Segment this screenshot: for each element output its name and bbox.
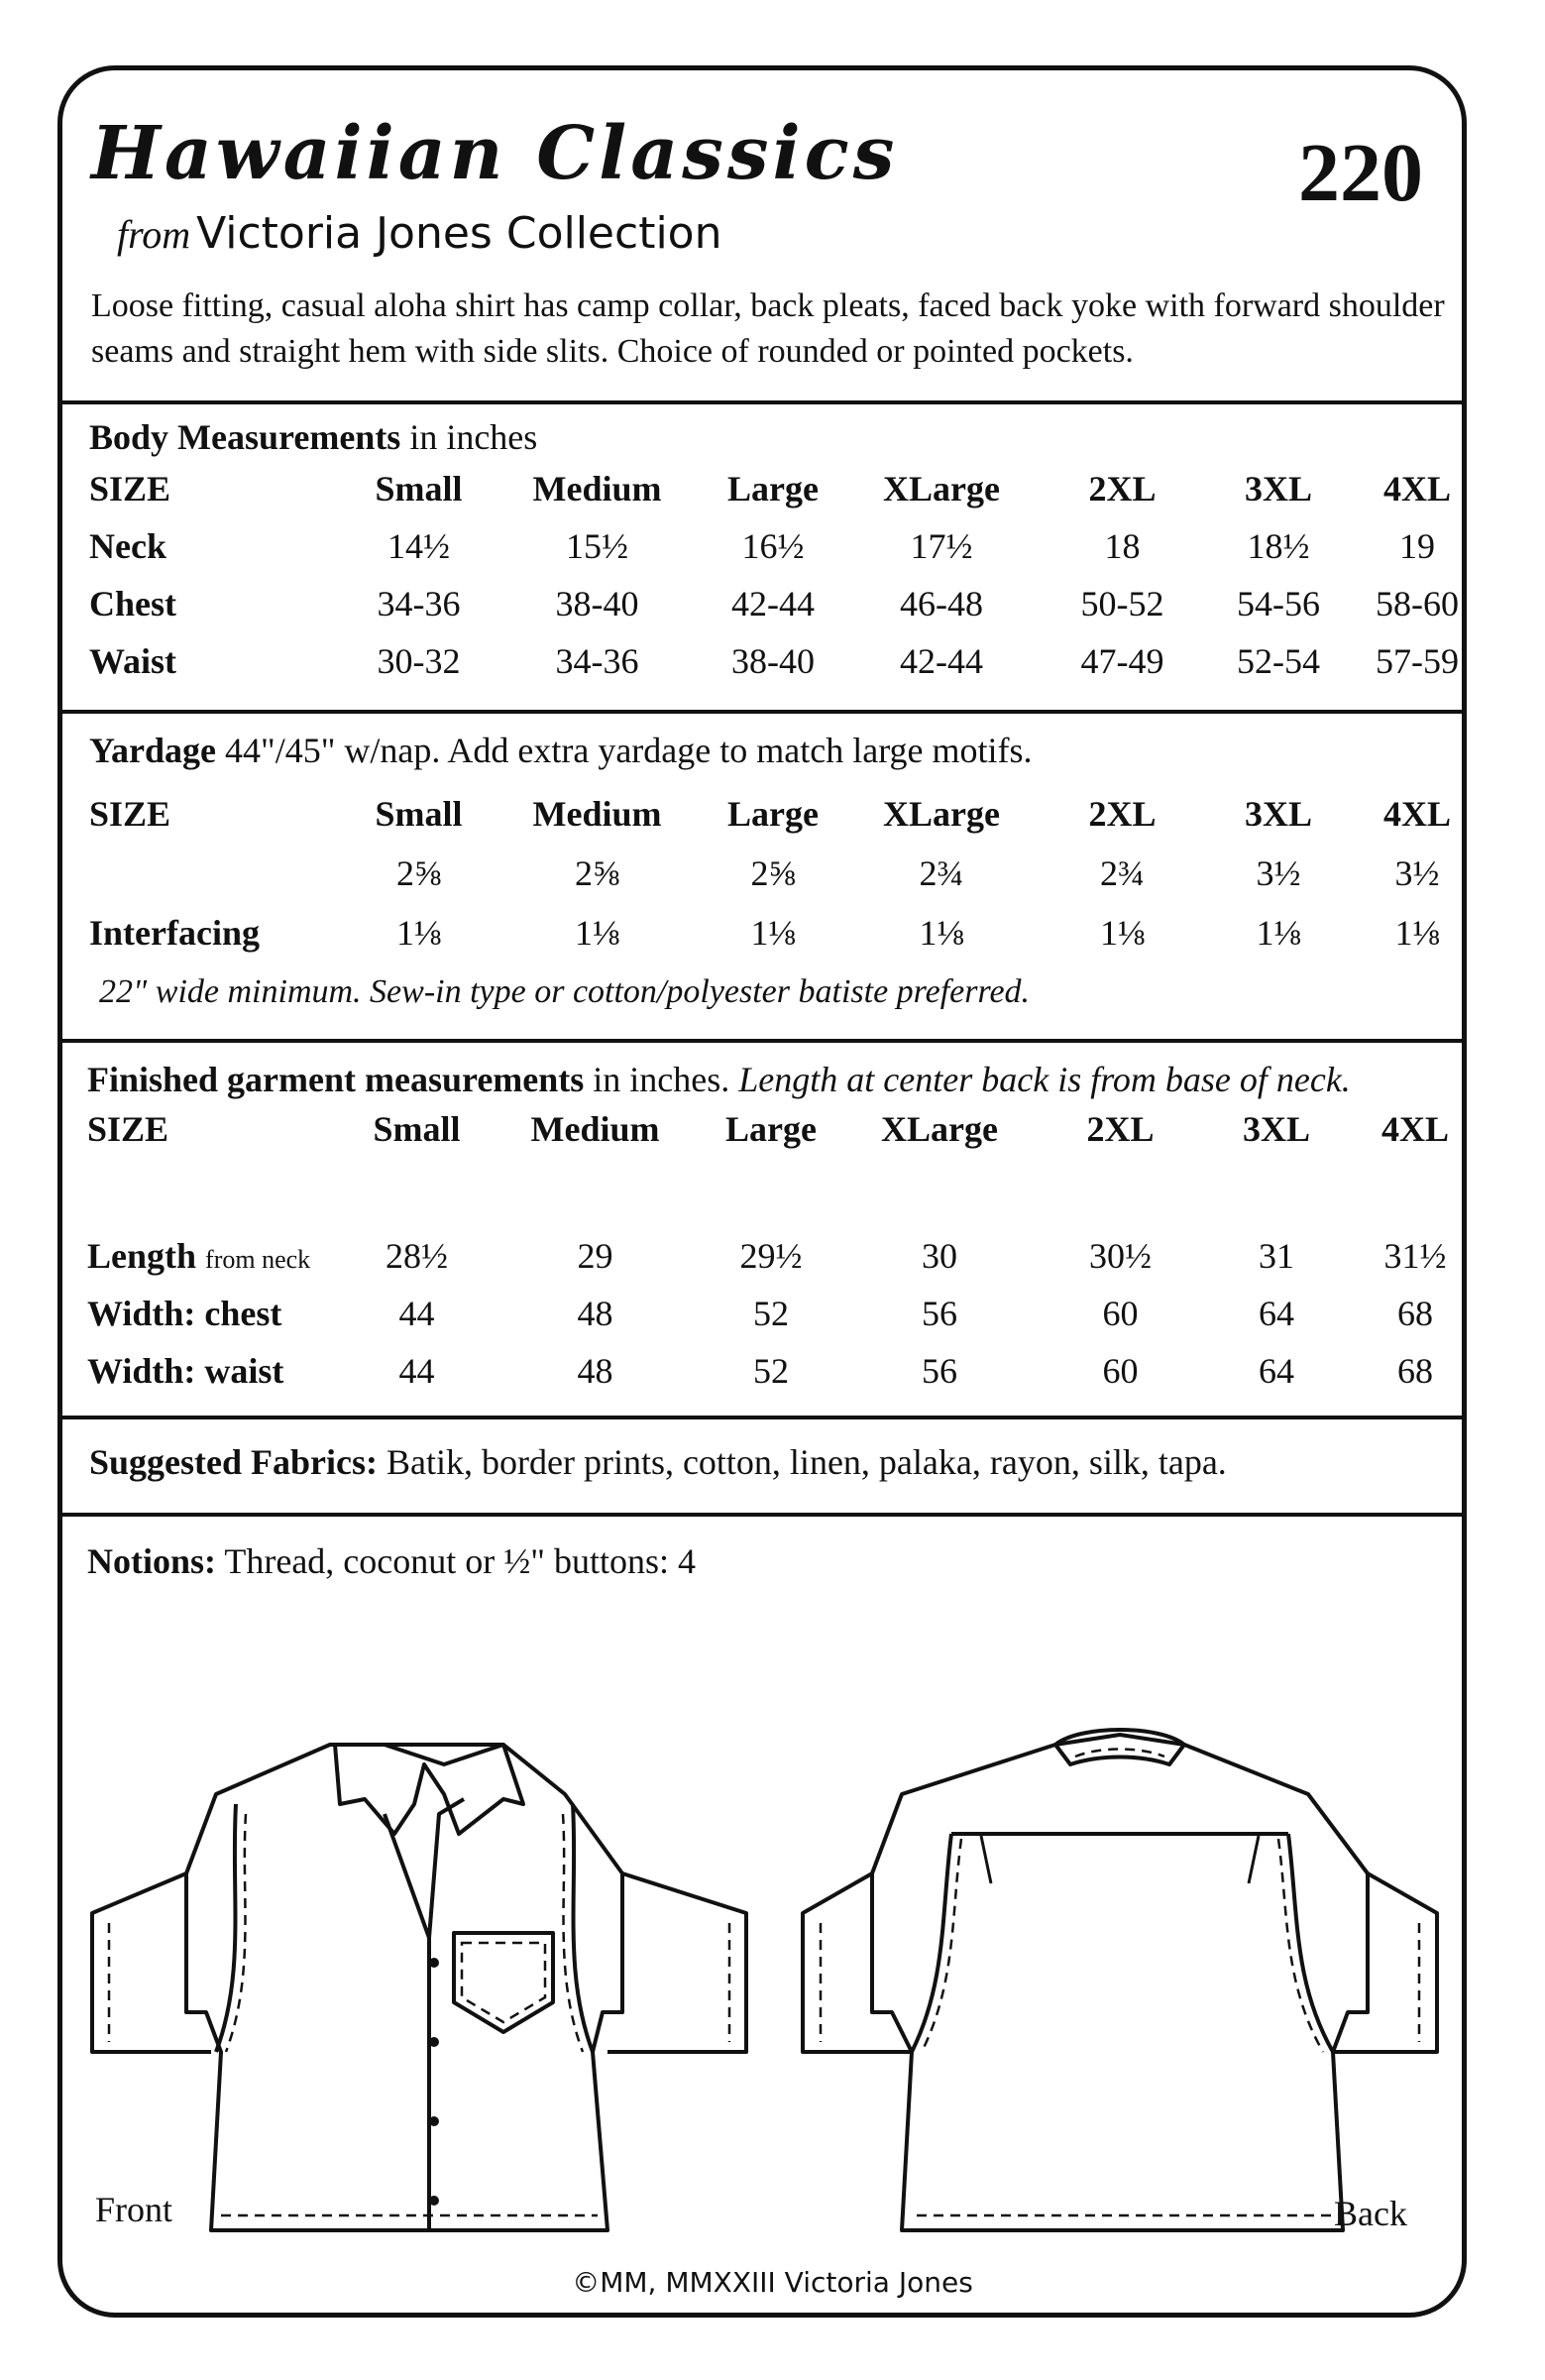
cell: 38-40 <box>555 584 639 623</box>
cell: 48 <box>577 1294 613 1333</box>
cell: 1⅛ <box>1100 913 1145 953</box>
cell: 3½ <box>1256 853 1301 893</box>
row-label <box>87 1227 340 1285</box>
back-label: Back <box>1334 2194 1407 2233</box>
table-row <box>89 517 1487 575</box>
cell: 29½ <box>739 1236 803 1276</box>
table-row <box>89 632 1487 690</box>
size-header: 2XL <box>1086 1109 1155 1149</box>
yardage-table <box>89 785 1487 962</box>
cell: 68 <box>1397 1294 1433 1333</box>
front-pocket-stitch <box>462 1943 545 2022</box>
size-header: 3XL <box>1242 1109 1310 1149</box>
back-pleat <box>981 1836 991 1883</box>
size-header: Large <box>727 794 819 834</box>
front-left-armhole <box>216 1804 236 2052</box>
brand-title: Hawaiian Classics <box>91 111 899 196</box>
subtitle-prefix: from <box>117 212 191 257</box>
back-left-sleeve <box>803 1873 912 2052</box>
body-measurements-heading <box>89 416 537 458</box>
size-header-row <box>89 460 1487 517</box>
body-measurements-title: Body Measurements <box>89 417 401 457</box>
cell: 1⅛ <box>575 913 619 953</box>
front-button <box>429 2037 439 2047</box>
cell: 3½ <box>1394 853 1440 893</box>
back-right-sleeve <box>1333 1873 1437 2052</box>
cell: 18½ <box>1247 526 1310 566</box>
cell: 2⅝ <box>750 853 796 893</box>
size-header: 2XL <box>1088 794 1157 834</box>
fabrics-label: Suggested Fabrics: <box>89 1442 378 1482</box>
row-label <box>89 843 342 904</box>
back-pleat <box>1249 1836 1259 1883</box>
size-header: 3XL <box>1244 469 1312 509</box>
cell: 52 <box>753 1294 789 1333</box>
cell: 18 <box>1104 526 1141 566</box>
table-row <box>87 1227 1485 1285</box>
finished-note: Length at center back is from base of neck. <box>738 1060 1351 1099</box>
size-header: XLarge <box>883 794 1000 834</box>
size-label: SIZE <box>87 1109 169 1149</box>
size-header-row <box>89 785 1487 843</box>
cell: 2⅝ <box>575 853 619 893</box>
front-right-armhole <box>573 1804 593 2052</box>
row-label-text: Length <box>87 1236 197 1276</box>
cell: 2⅝ <box>396 853 441 893</box>
size-header: Medium <box>532 469 662 509</box>
front-label: Front <box>95 2190 173 2229</box>
cell: 30-32 <box>377 641 461 681</box>
cell: 58-60 <box>1376 584 1459 623</box>
cell: 28½ <box>386 1236 448 1276</box>
cell: 2¾ <box>919 853 964 893</box>
cell: 34-36 <box>555 641 639 681</box>
table-row <box>87 1342 1485 1400</box>
suggested-fabrics <box>89 1441 1227 1483</box>
fabrics-text: Batik, border prints, cotton, linen, palaka, rayon, silk, tapa. <box>386 1442 1227 1482</box>
cell: 1⅛ <box>919 913 964 953</box>
pattern-number: 220 <box>1298 127 1423 219</box>
back-left-armhole <box>912 1834 951 2052</box>
row-label: Width: chest <box>87 1294 282 1333</box>
divider <box>61 1039 1463 1043</box>
size-header: Medium <box>530 1109 660 1149</box>
back-shirt-illustration <box>793 1675 1447 2250</box>
cell: 64 <box>1259 1294 1294 1333</box>
row-label: Interfacing <box>89 913 260 953</box>
cell: 30 <box>922 1236 957 1276</box>
cell: 31 <box>1259 1236 1294 1276</box>
cell: 2¾ <box>1100 853 1145 893</box>
size-header-row <box>87 1108 1485 1227</box>
copyright: ©MM, MMXXIII Victoria Jones <box>572 2266 973 2299</box>
divider <box>61 710 1463 714</box>
cell: 19 <box>1399 526 1435 566</box>
pattern-description: Loose fitting, casual aloha shirt has camp collar, back pleats, faced back yoke with forward shoulder seams and straight hem with side slits. Choice of rounded or pointed pockets. <box>91 287 1445 370</box>
cell: 29 <box>577 1236 613 1276</box>
cell: 50-52 <box>1080 584 1164 623</box>
row-label: Waist <box>89 641 177 681</box>
divider <box>61 1416 1463 1419</box>
cell: 52 <box>753 1351 789 1391</box>
notions-label: Notions: <box>87 1541 217 1581</box>
finished-unit: in inches. <box>593 1060 730 1099</box>
cell: 48 <box>577 1351 613 1391</box>
size-label: SIZE <box>89 469 171 509</box>
front-right-sleeve <box>607 1873 746 2052</box>
cell: 44 <box>398 1351 435 1391</box>
cell: 1⅛ <box>1256 913 1301 953</box>
cell: 31½ <box>1383 1236 1447 1276</box>
back-right-armhole <box>1288 1834 1333 2052</box>
table-row <box>89 904 1487 962</box>
front-button <box>429 1958 439 1968</box>
size-header: Small <box>373 1109 461 1149</box>
body-measurements-table <box>89 460 1487 690</box>
body-measurements-unit: in inches <box>409 417 538 457</box>
yardage-note: 44"/45" w/nap. Add extra yardage to match large motifs. <box>225 731 1033 770</box>
table-row <box>87 1285 1485 1342</box>
cell: 47-49 <box>1080 641 1164 681</box>
collection-subtitle <box>117 208 721 259</box>
cell: 42-44 <box>900 641 983 681</box>
size-header: 3XL <box>1244 794 1312 834</box>
notions-text: Thread, coconut or ½" buttons: 4 <box>224 1541 696 1581</box>
size-header: Large <box>727 469 819 509</box>
cell: 64 <box>1259 1351 1294 1391</box>
size-header: Medium <box>532 794 662 834</box>
row-label: Neck <box>89 526 166 566</box>
cell: 14½ <box>387 526 450 566</box>
finished-title: Finished garment measurements <box>87 1060 585 1099</box>
cell: 56 <box>922 1351 957 1391</box>
finished-heading <box>87 1059 1351 1100</box>
cell: 56 <box>922 1294 957 1333</box>
cell: 46-48 <box>900 584 983 623</box>
cell: 30½ <box>1089 1236 1152 1276</box>
subtitle-text: Victoria Jones Collection <box>196 208 722 259</box>
size-header: 4XL <box>1380 1109 1449 1149</box>
table-row <box>89 575 1487 632</box>
back-body-outline <box>872 1735 1368 2230</box>
cell: 34-36 <box>377 584 461 623</box>
cell: 52-54 <box>1237 641 1320 681</box>
cell: 17½ <box>910 526 973 566</box>
cell: 1⅛ <box>750 913 796 953</box>
cell: 60 <box>1102 1351 1139 1391</box>
size-header: Small <box>375 794 463 834</box>
size-header: XLarge <box>883 469 1000 509</box>
divider <box>61 1513 1463 1517</box>
size-header: Small <box>375 469 463 509</box>
size-header: 2XL <box>1088 469 1157 509</box>
front-button <box>429 2116 439 2126</box>
yardage-heading <box>89 730 1033 771</box>
cell: 44 <box>398 1294 435 1333</box>
size-header: 4XL <box>1382 794 1451 834</box>
finished-table <box>87 1108 1485 1400</box>
cell: 1⅛ <box>396 913 441 953</box>
front-button <box>429 2196 439 2206</box>
front-pocket <box>454 1933 553 2032</box>
cell: 16½ <box>741 526 805 566</box>
cell: 57-59 <box>1376 641 1459 681</box>
interfacing-note: 22" wide minimum. Sew-in type or cotton/polyester batiste preferred. <box>99 973 1031 1010</box>
size-header: Large <box>725 1109 817 1149</box>
divider <box>61 400 1463 404</box>
cell: 1⅛ <box>1394 913 1440 953</box>
cell: 54-56 <box>1237 584 1320 623</box>
row-sublabel: from neck <box>205 1245 311 1274</box>
cell: 42-44 <box>731 584 815 623</box>
row-label: Chest <box>89 584 176 623</box>
table-row <box>89 843 1487 904</box>
size-header: XLarge <box>881 1109 998 1149</box>
cell: 15½ <box>566 526 628 566</box>
notions <box>87 1540 696 1582</box>
size-header: 4XL <box>1382 469 1451 509</box>
front-shirt-illustration <box>87 1675 761 2250</box>
cell: 38-40 <box>731 641 815 681</box>
yardage-title: Yardage <box>89 731 216 770</box>
cell: 68 <box>1397 1351 1433 1391</box>
row-label: Width: waist <box>87 1351 284 1391</box>
cell: 60 <box>1102 1294 1139 1333</box>
size-label: SIZE <box>89 794 171 834</box>
